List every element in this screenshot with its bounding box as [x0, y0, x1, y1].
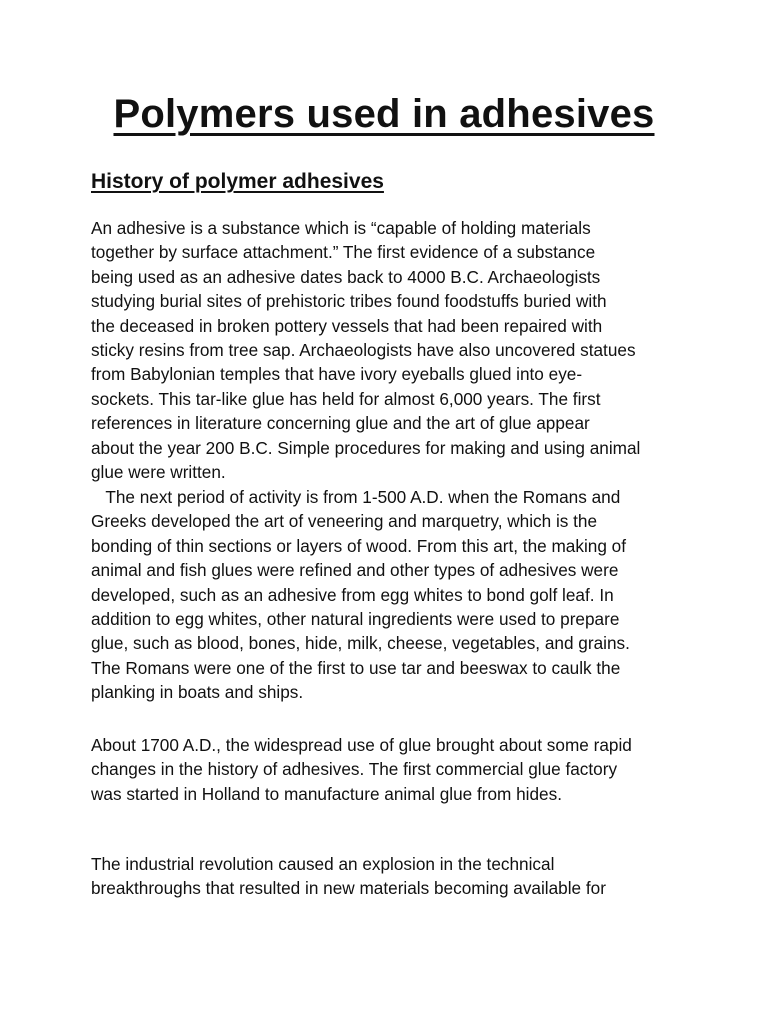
- paragraph-line: the deceased in broken pottery vessels that had been repaired with: [91, 315, 603, 336]
- paragraph-line: studying burial sites of prehistoric tribes found foodstuffs buried with: [91, 291, 607, 312]
- paragraph-line: sockets. This tar-like glue has held for almost 6,000 years. The first: [91, 388, 601, 409]
- paragraph-line: from Babylonian temples that have ivory eyeballs glued into eye-: [91, 364, 583, 385]
- paragraph-line: glue, such as blood, bones, hide, milk, cheese, vegetables, and grains.: [91, 633, 630, 654]
- paragraph-line: references in literature concerning glue and the art of glue appear: [91, 413, 590, 434]
- paragraph-line: About 1700 A.D., the widespread use of glue brought about some rapid: [91, 735, 632, 755]
- paragraph-line: The industrial revolution caused an explosion in the technical: [91, 854, 555, 874]
- paragraph-line: An adhesive is a substance which is “capable of holding materials: [91, 218, 591, 238]
- section-heading: History of polymer adhesives: [91, 170, 384, 193]
- paragraph-line: sticky resins from tree sap. Archaeologists have also uncovered statues: [91, 340, 636, 361]
- paragraph-line: The next period of activity is from 1-500 A.D. when the Romans and: [91, 487, 621, 507]
- paragraph-line: planking in boats and ships.: [91, 682, 304, 703]
- paragraph-line: breakthroughs that resulted in new materials becoming available for: [91, 878, 606, 899]
- paragraph-line: being used as an adhesive dates back to 4000 B.C. Archaeologists: [91, 266, 601, 287]
- paragraph-3: [91, 733, 691, 806]
- paragraph-line: The Romans were one of the first to use tar and beeswax to caulk the: [91, 657, 621, 678]
- paragraph-line: about the year 200 B.C. Simple procedures for making and using animal: [91, 437, 641, 458]
- paragraph-line: Greeks developed the art of veneering and marquetry, which is the: [91, 511, 598, 532]
- paragraph-4: [91, 852, 691, 901]
- paragraph-line: addition to egg whites, other natural ingredients were used to prepare: [91, 609, 620, 630]
- paragraph-2: [91, 485, 691, 705]
- paragraph-line: animal and fish glues were refined and other types of adhesives were: [91, 560, 619, 581]
- paragraph-line: changes in the history of adhesives. The first commercial glue factory: [91, 759, 618, 780]
- paragraph-line: was started in Holland to manufacture animal glue from hides.: [91, 783, 562, 804]
- paragraph-line: developed, such as an adhesive from egg whites to bond golf leaf. In: [91, 584, 614, 605]
- paragraph-line: together by surface attachment.” The first evidence of a substance: [91, 242, 596, 263]
- paragraph-line: glue were written.: [91, 462, 226, 483]
- paragraph-1: [91, 216, 691, 484]
- document-title: Polymers used in adhesives: [113, 92, 655, 136]
- paragraph-line: bonding of thin sections or layers of wood. From this art, the making of: [91, 535, 626, 556]
